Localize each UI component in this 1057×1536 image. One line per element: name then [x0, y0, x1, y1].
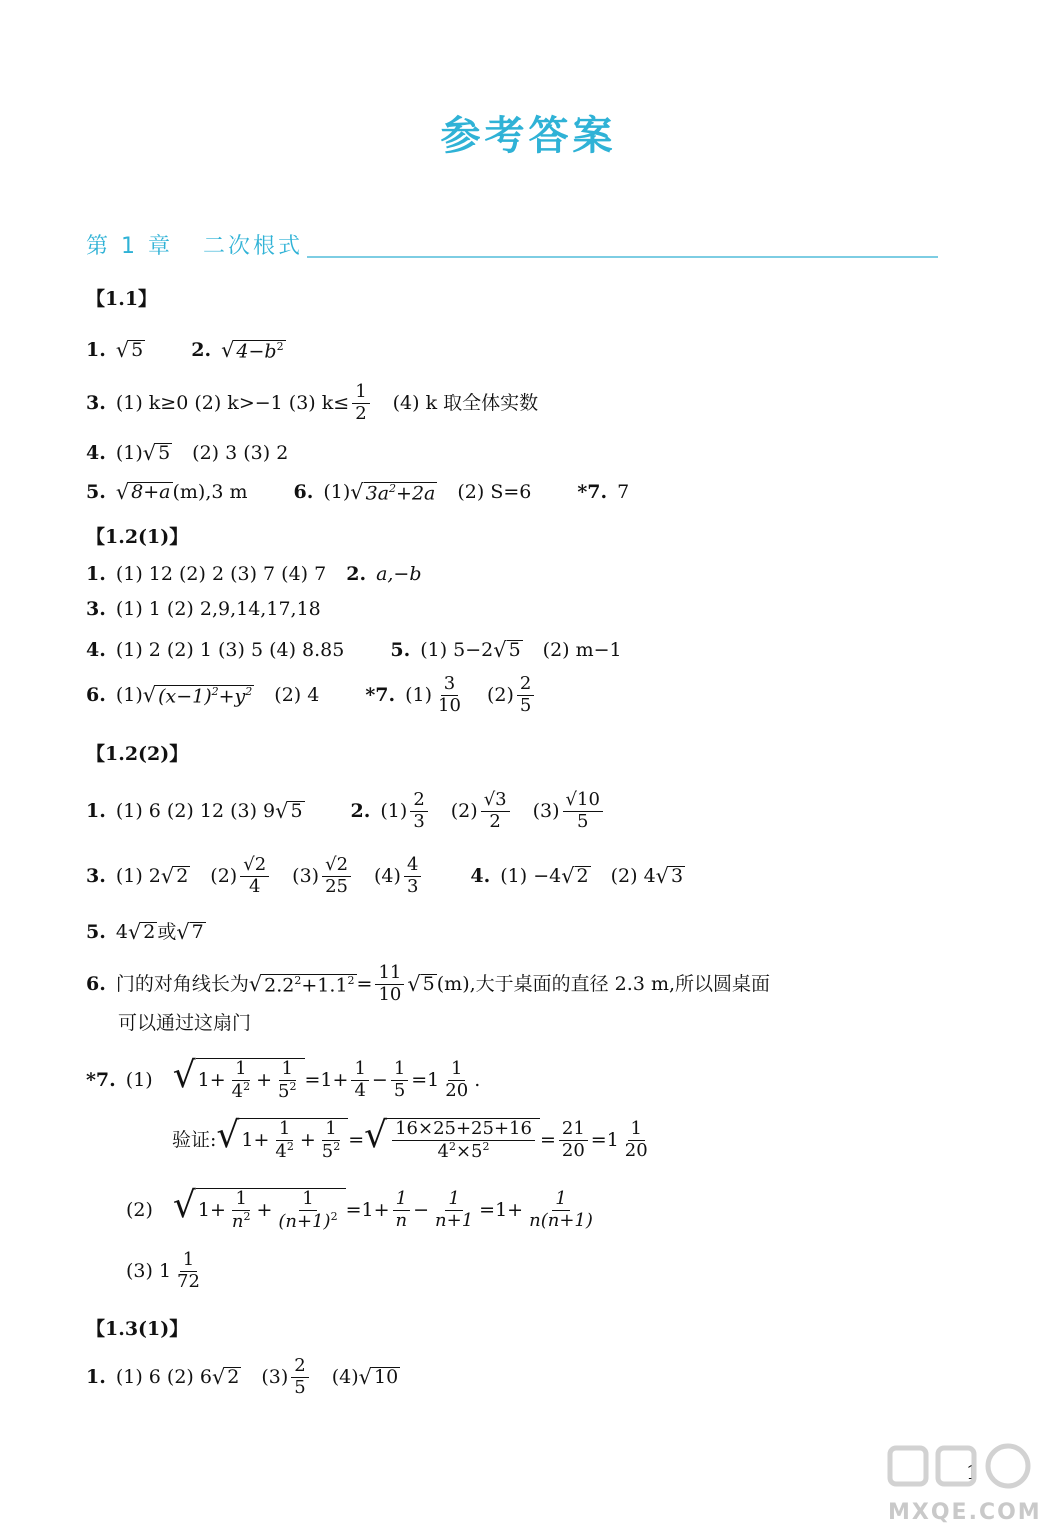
answer-1-2-2-q3-4: 3. (1) 2 √ 2 (2) $\frac{√2}{4}$ (3) $\frac{√2}{25}$ (4) $\frac{4}{3}$ 4. (1) −4 √ 2 (2) 4 √ 3 — [86, 854, 684, 897]
fraction: $\frac{2}{5}$ — [291, 1356, 308, 1398]
sqrt: √ $(x-1)^2+y^2$ — [142, 682, 253, 707]
answer-1-2-2-q7-verify: 验证: √ 1+ $\frac{1}{4^2}$ + $\frac{1}{5^2}$ = √ $\frac{16\times 25+25+16}{4^2\times 5^2}$ = $\frac{21}{20}$ =1 $\frac{1}{20}$ — [172, 1118, 654, 1162]
sqrt: √ 1+ $\frac{1}{4^2}$ + $\frac{1}{5^2}$ — [216, 1118, 348, 1162]
sqrt: √ 1+ $\frac{1}{n^2}$ + $\frac{1}{(n+1)^2}$ — [173, 1188, 346, 1232]
sqrt: √ $3a^2+2a$ — [350, 480, 436, 505]
fraction: $\frac{1}{20}$ — [445, 1058, 469, 1101]
fraction: $\frac{1}{n}$ — [393, 1189, 411, 1231]
sqrt: √ 2 — [160, 863, 189, 888]
sqrt: √ 2 — [211, 1364, 240, 1389]
answer-1-2-2-q6-cont: 可以通过这扇门 — [118, 1012, 252, 1034]
fraction: $\frac{3}{10}$ — [438, 673, 461, 716]
sqrt: √ 7 — [176, 920, 204, 944]
fraction: $\frac{1}{5}$ — [391, 1059, 408, 1101]
watermark-text: MXQE.COM — [888, 1500, 1042, 1525]
answer-1-1-q4: 4. (1) √ 5 (2) 3 (3) 2 — [86, 441, 289, 465]
sqrt: √ 5 — [275, 798, 303, 823]
watermark-logo-icon — [880, 1440, 1050, 1500]
fraction: $\frac{1}{72}$ — [177, 1249, 200, 1292]
sqrt: √ 3 — [655, 863, 684, 888]
fraction: $\frac{√10}{5}$ — [563, 790, 603, 832]
fraction: $\frac{√2}{25}$ — [322, 855, 351, 897]
fraction: $\frac{1}{20}$ — [624, 1118, 648, 1161]
watermark — [880, 1440, 1050, 1530]
answer-1-2-1-q1-2: 1. (1) 12 (2) 2 (3) 7 (4) 7 2. a,−b — [86, 563, 422, 585]
sqrt: √ $4-b^2$ — [221, 338, 284, 363]
answer-1-2-2-q7-2: (2) √ 1+ $\frac{1}{n^2}$ + $\frac{1}{(n+1)^2}$ =1+ $\frac{1}{n}$ − $\frac{1}{n+1}$ =1+ $\frac{1}{n(n+1)}$ — [126, 1188, 599, 1232]
fraction: $\frac{2}{5}$ — [517, 674, 534, 716]
page-number: 1 — [966, 1460, 979, 1484]
fraction: $\frac{1}{n+1}$ — [435, 1188, 474, 1231]
fraction: $\frac{1}{n(n+1)}$ — [529, 1188, 593, 1231]
sqrt: √ 10 — [358, 1364, 399, 1389]
answer-1-1-q5-7: 5. √ 8+a (m),3 m 6. (1) √ $3a^2+2a$ (2) S=6 *7. 7 — [86, 480, 630, 505]
sqrt: √ 5 — [142, 441, 171, 465]
sqrt: √ 1+ $\frac{1}{4^2}$ + $\frac{1}{5^2}$ — [173, 1058, 305, 1102]
section-1-2-1: 【1.2(1)】 — [86, 526, 189, 548]
sqrt: √ $\frac{16\times 25+25+16}{4^2\times 5^2}$ — [364, 1118, 540, 1162]
answer-1-2-2-q7-3: (3) 1 $\frac{1}{72}$ — [126, 1250, 206, 1292]
answer-1-2-2-q1-2: 1. (1) 6 (2) 12 (3) 9 √ 5 2. (1) $\frac{2}{3}$ (2) $\frac{√3}{2}$ (3) $\frac{√10}{5}$ — [86, 790, 606, 832]
sqrt: √ $2.2^2+1.1^2$ — [248, 971, 355, 996]
chapter-label: 第 1 章 二次根式 — [86, 234, 303, 259]
answer-1-2-1-q4-5: 4. (1) 2 (2) 1 (3) 5 (4) 8.85 5. (1) 5−2 √ 5 (2) m−1 — [86, 638, 622, 662]
chapter-rule — [307, 256, 938, 258]
answer-1-3-1-q1: 1. (1) 6 (2) 6 √ 2 (3) $\frac{2}{5}$ (4) √ 10 — [86, 1355, 399, 1398]
section-1-2-2: 【1.2(2)】 — [86, 743, 189, 765]
sqrt: √ 5 — [407, 971, 435, 996]
fraction: $\frac{11}{10}$ — [375, 963, 404, 1005]
answer-1-2-2-q7-1: *7. (1) √ 1+ $\frac{1}{4^2}$ + $\frac{1}{5^2}$ =1+ $\frac{1}{4}$ − $\frac{1}{5}$ =1 $\frac{1}{20}$ . — [86, 1055, 481, 1102]
sqrt: √ 2 — [127, 920, 156, 944]
fraction: $\frac{4}{3}$ — [404, 855, 421, 897]
fraction: $\frac{2}{3}$ — [410, 790, 427, 832]
fraction: $\frac{21}{20}$ — [559, 1119, 588, 1161]
sqrt: √ 2 — [561, 863, 589, 888]
section-1-3-1: 【1.3(1)】 — [86, 1318, 189, 1340]
fraction: $\frac{1}{4}$ — [351, 1059, 368, 1101]
answer-1-2-2-q5: 5. 4 √ 2 或 √ 7 — [86, 920, 204, 944]
chapter-heading — [86, 230, 938, 260]
answer-1-1-q1-2: 1. √ 5 2. √ $4-b^2$ — [86, 338, 284, 363]
sqrt: √ 5 — [115, 338, 144, 363]
fraction: $\frac{√3}{2}$ — [481, 790, 510, 832]
fraction: $\frac{1}{2}$ — [352, 382, 369, 424]
sqrt: √ 5 — [493, 638, 521, 662]
answer-1-2-1-q6-7: 6. (1) √ $(x-1)^2+y^2$ (2) 4 *7. (1) $\frac{3}{10}$ (2) $\frac{2}{5}$ — [86, 674, 537, 716]
section-1-1: 【1.1】 — [86, 288, 158, 310]
answer-1-2-2-q6: 6. 门的对角线长为 √ $2.2^2+1.1^2$ = $\frac{11}{10}$ √ 5 (m),大于桌面的直径 2.3 m,所以圆桌面 — [86, 962, 770, 1005]
answer-1-2-1-q3: 3. (1) 1 (2) 2,9,14,17,18 — [86, 598, 321, 620]
answer-1-1-q3: 3. (1) k≥0 (2) k>−1 (3) k≤ $\frac{1}{2}$ (4) k 取全体实数 — [86, 381, 539, 424]
sqrt: √ 8+a — [115, 480, 171, 505]
page-title: 参考答案 — [440, 113, 617, 159]
fraction: $\frac{√2}{4}$ — [240, 855, 269, 897]
